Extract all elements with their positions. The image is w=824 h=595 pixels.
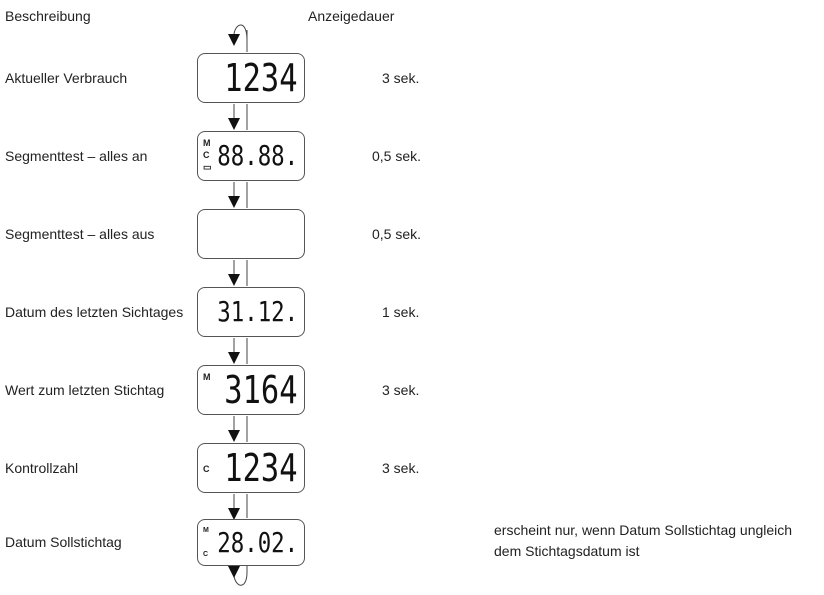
indicator-m: M	[203, 138, 211, 148]
note-line-1: erscheint nur, wenn Datum Sollstichtag ungleich	[494, 522, 793, 538]
header-duration: Anzeigedauer	[308, 8, 395, 24]
row-duration: 3 sek.	[382, 382, 420, 398]
indicator-c: C	[203, 464, 210, 474]
indicator-m: M	[203, 527, 209, 534]
row-duration: 3 sek.	[382, 70, 420, 86]
lcd-display	[197, 287, 305, 337]
row-label: Wert zum letzten Stichtag	[5, 382, 165, 398]
row-label: Datum des letzten Sichtages	[5, 304, 184, 320]
lcd-display	[197, 131, 305, 181]
indicator-c: C	[203, 150, 210, 160]
lcd-display	[197, 209, 305, 259]
lcd-digits: 1234	[224, 446, 298, 490]
indicator-c: C	[203, 551, 209, 558]
lcd-digits: 28.02.	[217, 526, 298, 559]
row-duration: 0,5 sek.	[372, 148, 422, 164]
header-description: Beschreibung	[5, 8, 91, 24]
lcd-display	[197, 519, 305, 566]
row-label: Aktueller Verbrauch	[5, 70, 128, 86]
row-duration: 0,5 sek.	[372, 226, 422, 242]
lcd-digits: 1234	[224, 56, 298, 100]
lcd-display	[197, 443, 305, 493]
lcd-digits: 3164	[224, 368, 298, 412]
note-line-2: dem Stichtagsdatum ist	[494, 543, 640, 559]
row-label: Kontrollzahl	[5, 460, 79, 476]
row-label: Datum Sollstichtag	[5, 534, 122, 550]
row-duration: 3 sek.	[382, 460, 420, 476]
lcd-display	[197, 53, 305, 103]
row-duration: 1 sek.	[382, 304, 420, 320]
row-label: Segmenttest – alles an	[5, 148, 148, 164]
lcd-digits: 31.12.	[217, 295, 298, 328]
indicator-m: M	[203, 372, 211, 382]
lcd-digits: 88.88.	[217, 139, 298, 172]
lcd-display	[197, 365, 305, 415]
battery-icon: ▭	[203, 162, 212, 172]
row-label: Segmenttest – alles aus	[5, 226, 155, 242]
